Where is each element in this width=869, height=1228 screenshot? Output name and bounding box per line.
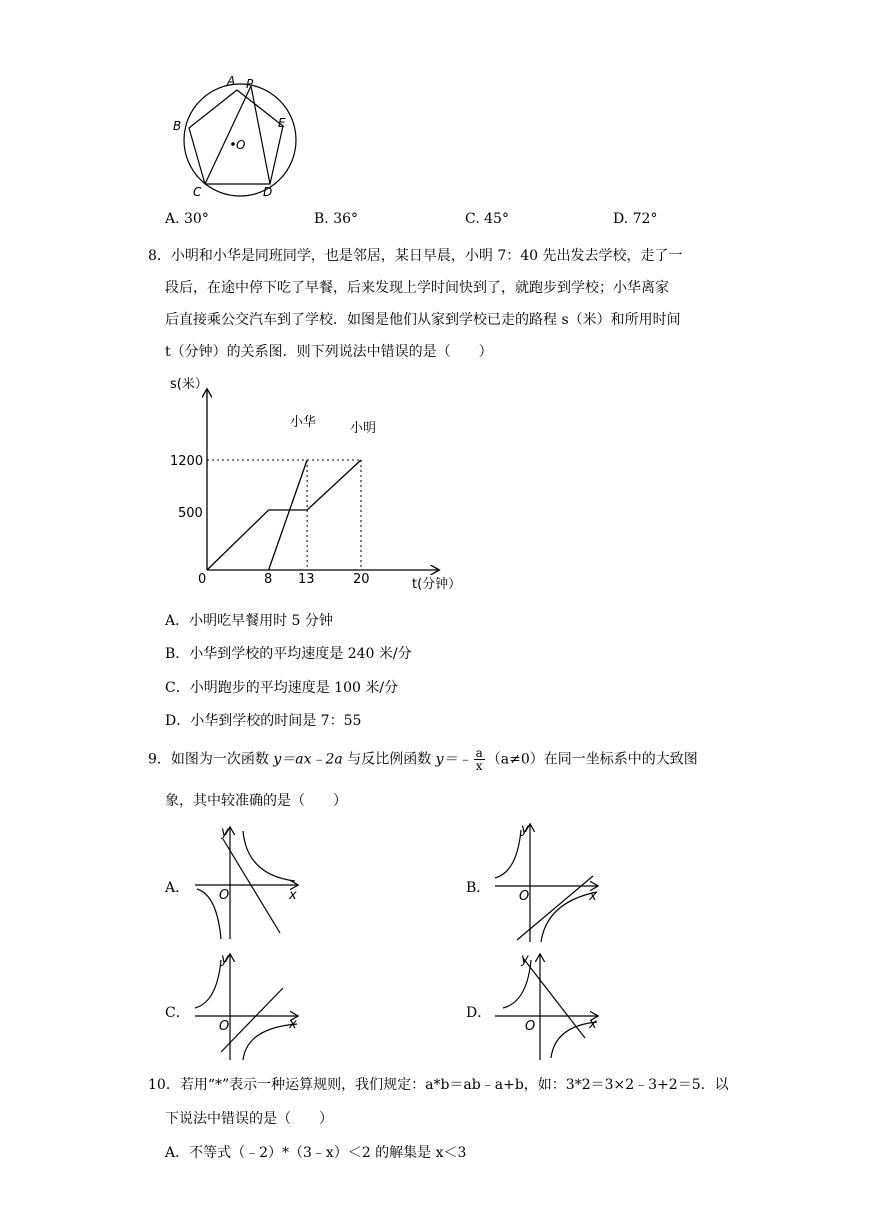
- pentagon-abcde: [189, 90, 283, 184]
- label-d: D: [263, 185, 273, 199]
- q8-line-4: t（分钟）的关系图．则下列说法中错误的是（ ）: [165, 344, 493, 360]
- q8-line-1: 8．小明和小华是同班同学，也是邻居，某日早晨，小明 7：40 先出发去学校，走了一: [148, 248, 683, 264]
- q9-option-d-label: D．: [466, 1005, 492, 1021]
- graph-b-origin: O: [519, 889, 530, 904]
- label-p: P: [246, 77, 254, 91]
- label-c: C: [193, 185, 202, 199]
- q8-option-b: B．小华到学校的平均速度是 240 米/分: [165, 646, 412, 662]
- graph-a-y-label: y: [221, 825, 229, 840]
- q7-option-c: C. 45°: [465, 211, 509, 227]
- q8-option-a: A．小明吃早餐用时 5 分钟: [165, 613, 333, 629]
- q9-option-a-label: A．: [165, 880, 190, 896]
- graph-c-origin: O: [219, 1019, 230, 1034]
- graph-c-x-label: x: [289, 1017, 297, 1032]
- graph-c-y-label: y: [221, 952, 229, 967]
- q7-option-b: B. 36°: [314, 211, 359, 227]
- q8-line-3: 后直接乘公交汽车到了学校．如图是他们从家到学校已走的路程 s（米）和所用时间: [165, 312, 681, 328]
- q10-line-2: 下说法中错误的是（ ）: [165, 1111, 333, 1127]
- q8-option-c: C．小明跑步的平均速度是 100 米/分: [165, 680, 399, 696]
- label-a: A: [227, 74, 236, 88]
- q9-line-2: 象，其中较准确的是（ ）: [165, 793, 347, 809]
- graph-b-x-label: x: [589, 889, 597, 904]
- center-dot: [231, 142, 235, 146]
- label-o: O: [236, 138, 246, 152]
- series-line-xiaohua: [269, 460, 308, 570]
- x-tick-0: 0: [198, 572, 207, 587]
- q9-line-1: 9．如图为一次函数 y＝ax﹣2a 与反比例函数 y＝﹣ $\frac{a}{x}$ （a≠0）在同一坐标系中的大致图: [148, 746, 698, 773]
- series-label-xiaoming: 小明: [350, 421, 377, 436]
- q7-option-a: A. 30°: [165, 211, 209, 227]
- q10-option-a: A．不等式（﹣2）*（3﹣x）＜2 的解集是 x＜3: [165, 1145, 467, 1161]
- q9-graph-c: [185, 950, 305, 1062]
- q9-graph-a: [185, 823, 305, 943]
- x-tick-8: 8: [264, 572, 273, 587]
- x-tick-13: 13: [298, 572, 315, 587]
- y-axis-label: s(米）: [170, 377, 208, 392]
- q9-option-b-label: B．: [466, 880, 491, 896]
- fraction-a-over-x: $\frac{a}{x}$: [475, 746, 483, 773]
- q8-option-d: D．小华到学校的时间是 7：55: [165, 713, 362, 729]
- graph-d-origin: O: [525, 1019, 536, 1034]
- series-label-xiaohua: 小华: [290, 415, 317, 430]
- q7-option-d: D. 72°: [613, 211, 658, 227]
- q9-graph-b: [485, 820, 605, 945]
- graph-d-x-label: x: [589, 1017, 597, 1032]
- label-b: B: [173, 119, 182, 133]
- q9-option-c-label: C．: [165, 1005, 190, 1021]
- q7-circle-figure: [165, 72, 315, 200]
- graph-a-x-label: x: [289, 888, 297, 903]
- q10-line-1: 10．若用“*”表示一种运算规则，我们规定：a*b＝ab﹣a+b，如：3*2＝3×2﹣3+2＝5．以: [148, 1077, 729, 1093]
- graph-d-y-label: y: [521, 952, 529, 967]
- graph-a-origin: O: [219, 888, 230, 903]
- q9-graph-d: [485, 950, 605, 1062]
- x-axis-label: t(分钟）: [412, 577, 462, 592]
- series-line-xiaoming: [207, 460, 361, 570]
- chord-pc: [205, 86, 251, 184]
- q8-distance-time-chart: [160, 372, 480, 600]
- x-tick-20: 20: [353, 572, 370, 587]
- y-tick-1200: 1200: [170, 454, 204, 469]
- label-e: E: [278, 116, 286, 130]
- y-tick-500: 500: [178, 506, 203, 521]
- q8-line-2: 段后，在途中停下吃了早餐，后来发现上学时间快到了，就跑步到学校；小华离家: [165, 280, 669, 296]
- chord-pd: [251, 86, 270, 184]
- graph-b-y-label: y: [521, 822, 529, 837]
